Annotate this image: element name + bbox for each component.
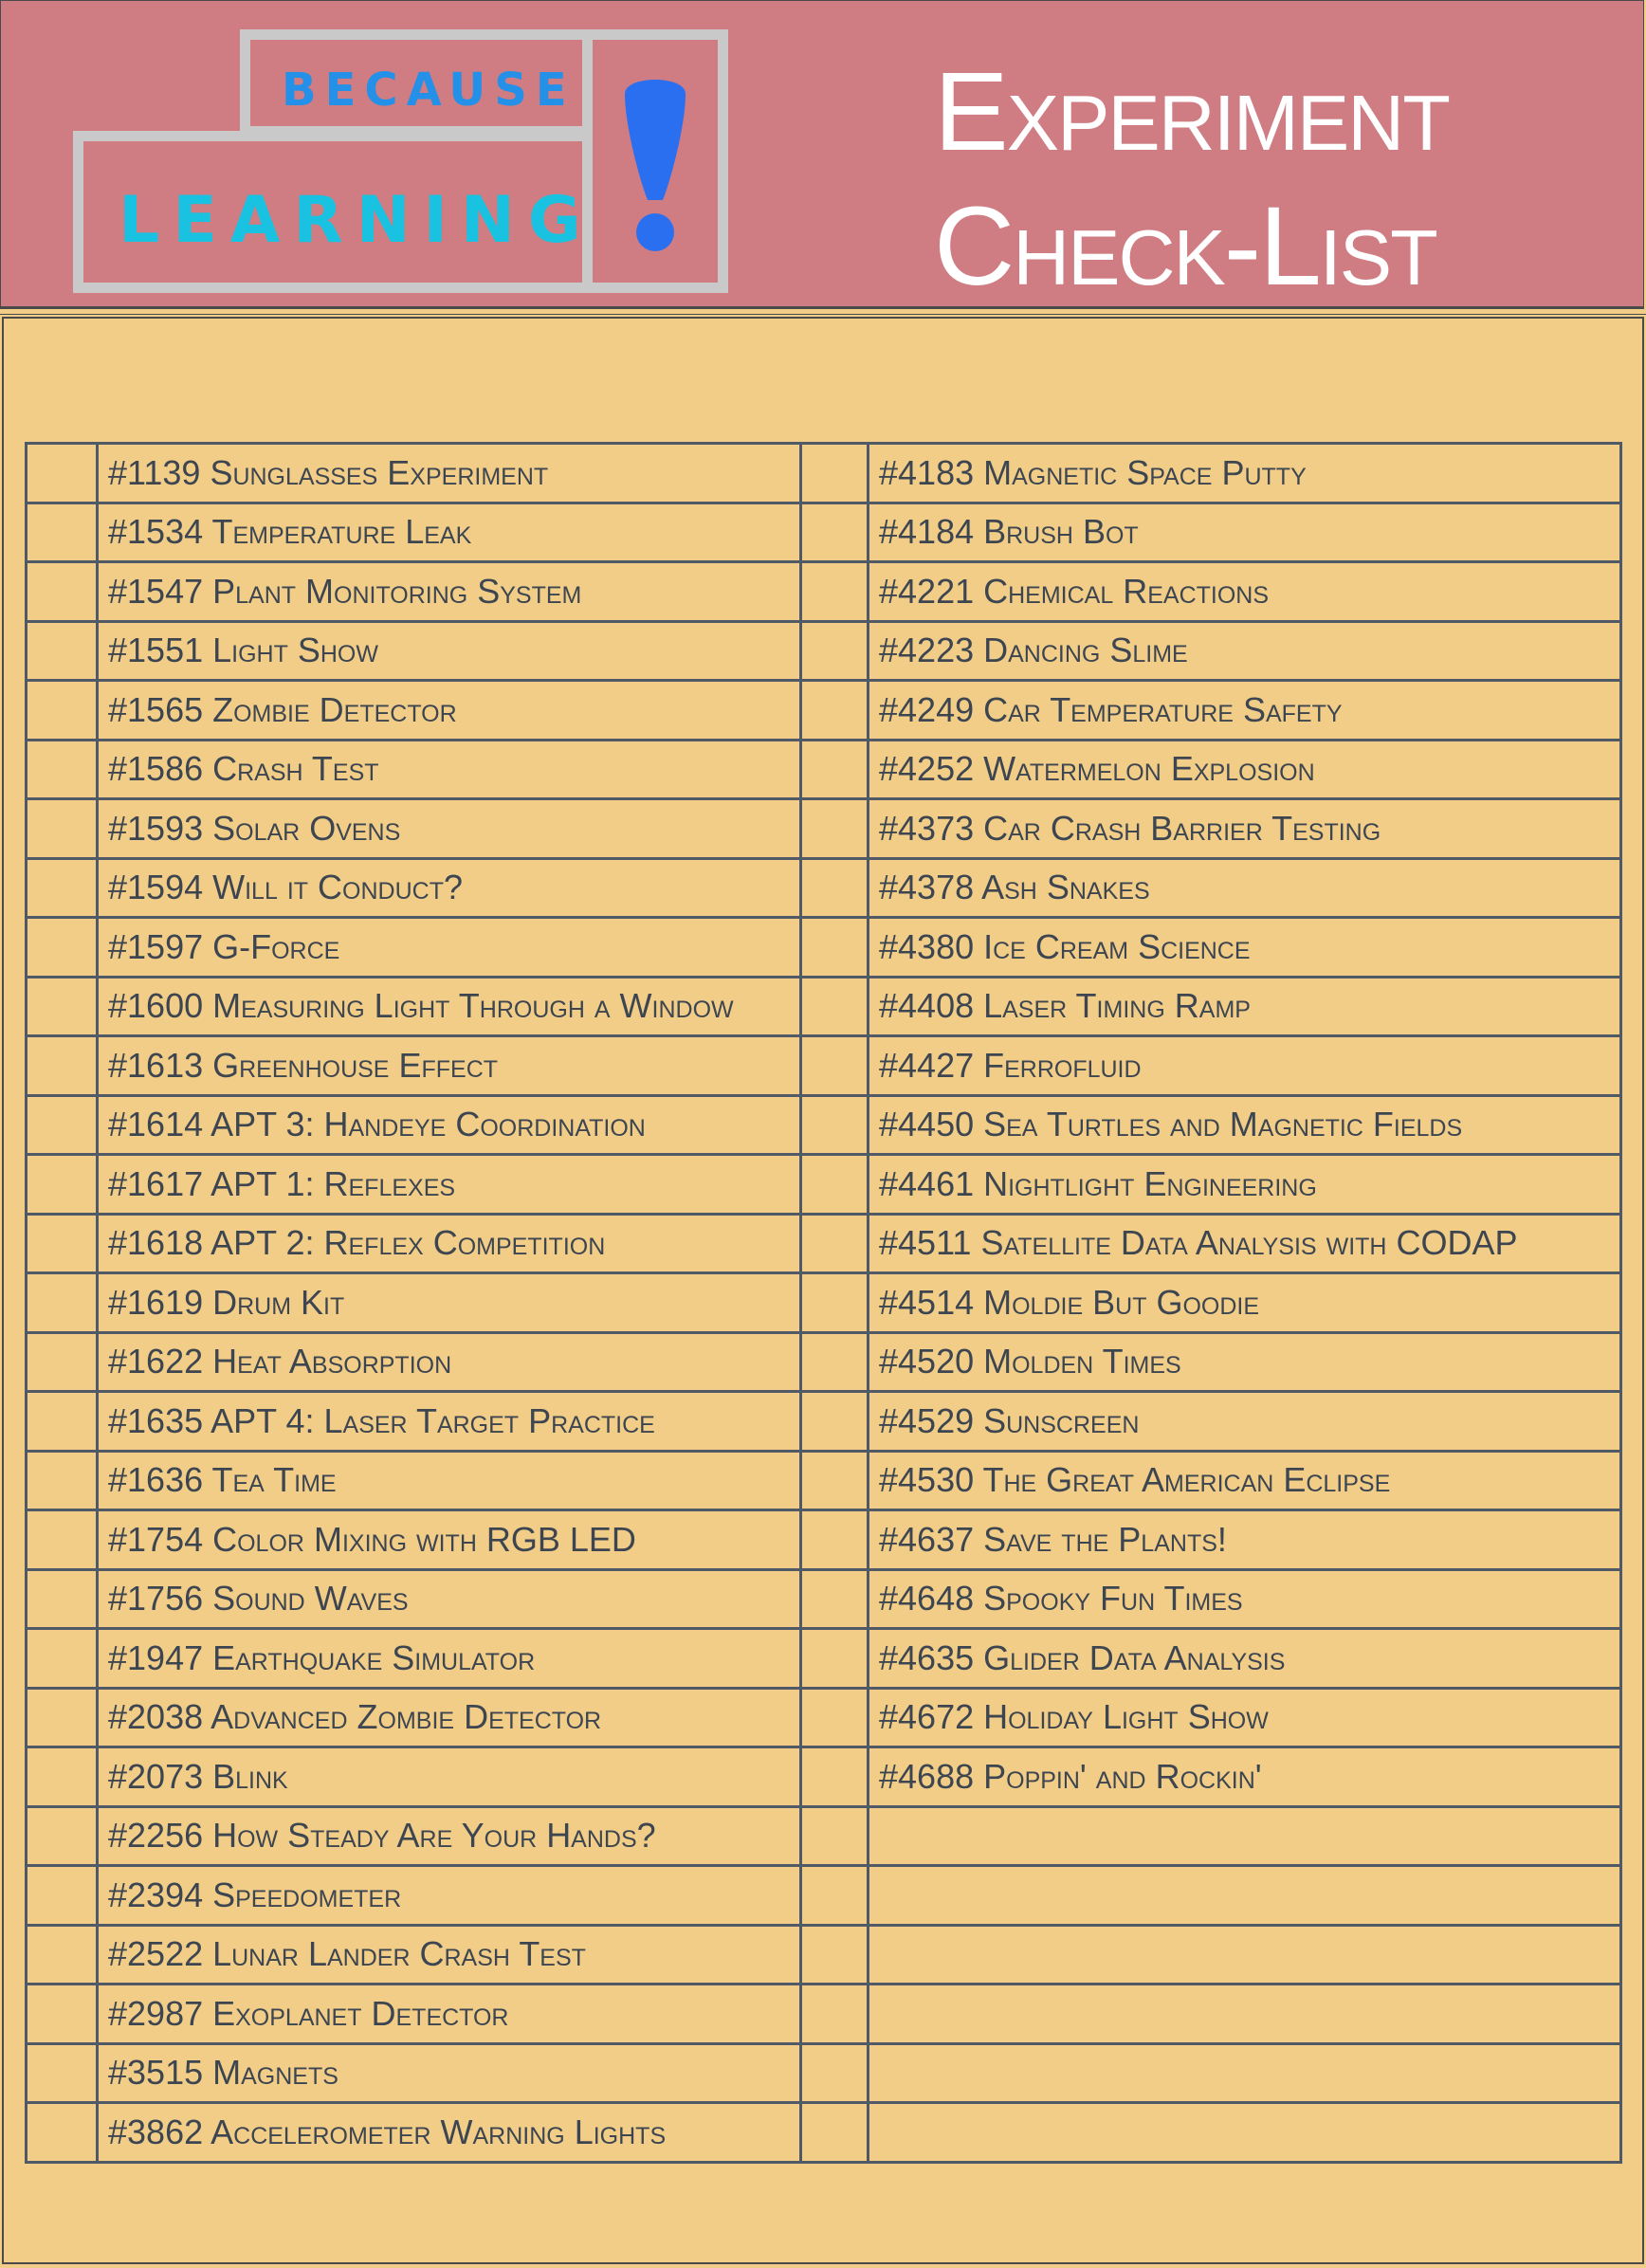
experiment-name — [869, 1866, 1621, 1926]
checkbox-cell[interactable] — [27, 918, 98, 978]
checkbox-cell[interactable] — [27, 1925, 98, 1984]
checkbox-cell[interactable] — [801, 1273, 869, 1333]
table-row — [27, 1866, 1621, 1926]
checkbox-cell[interactable] — [801, 1569, 869, 1629]
table-row — [27, 2043, 1621, 2103]
experiment-name: #1600 Measuring Light Through a Window — [98, 977, 801, 1036]
checkbox-cell[interactable] — [27, 1451, 98, 1510]
experiment-name — [869, 2043, 1621, 2103]
checkbox-cell[interactable] — [27, 858, 98, 918]
header-divider — [0, 309, 1646, 315]
checkbox-cell[interactable] — [801, 799, 869, 859]
experiment-name: #4461 Nightlight Engineering — [869, 1155, 1621, 1215]
checkbox-cell[interactable] — [801, 2103, 869, 2163]
experiment-name: #1551 Light Show — [98, 621, 801, 681]
table-row — [27, 1510, 1621, 1570]
checkbox-cell[interactable] — [27, 1629, 98, 1689]
table-row — [27, 444, 1621, 503]
table-row — [27, 1747, 1621, 1807]
checklist-body — [27, 444, 1621, 2163]
experiment-name: #4529 Sunscreen — [869, 1392, 1621, 1452]
table-row — [27, 918, 1621, 978]
table-row — [27, 1273, 1621, 1333]
checkbox-cell[interactable] — [27, 1984, 98, 2044]
checkbox-cell[interactable] — [801, 1629, 869, 1689]
table-row — [27, 1806, 1621, 1866]
experiment-name — [869, 1925, 1621, 1984]
table-row — [27, 1629, 1621, 1689]
experiment-name — [869, 1984, 1621, 2044]
experiment-name: #4378 Ash Snakes — [869, 858, 1621, 918]
experiment-checklist-table — [25, 442, 1622, 2164]
experiment-name: #4672 Holiday Light Show — [869, 1688, 1621, 1747]
experiment-name: #1619 Drum Kit — [98, 1273, 801, 1333]
checkbox-cell[interactable] — [27, 1747, 98, 1807]
checkbox-cell[interactable] — [27, 621, 98, 681]
checkbox-cell[interactable] — [27, 1392, 98, 1452]
table-row — [27, 1392, 1621, 1452]
table-row — [27, 1688, 1621, 1747]
checkbox-cell[interactable] — [27, 1214, 98, 1273]
experiment-name: #4380 Ice Cream Science — [869, 918, 1621, 978]
checkbox-cell[interactable] — [27, 2103, 98, 2163]
experiment-name: #3515 Magnets — [98, 2043, 801, 2103]
table-row — [27, 740, 1621, 799]
table-row — [27, 1984, 1621, 2044]
experiment-name: #1947 Earthquake Simulator — [98, 1629, 801, 1689]
table-row — [27, 1451, 1621, 1510]
checkbox-cell[interactable] — [27, 1569, 98, 1629]
experiment-name: #2394 Speedometer — [98, 1866, 801, 1926]
experiment-name: #4520 Molden Times — [869, 1332, 1621, 1392]
experiment-name: #1547 Plant Monitoring System — [98, 562, 801, 622]
experiment-name: #1756 Sound Waves — [98, 1569, 801, 1629]
experiment-name: #4514 Moldie But Goodie — [869, 1273, 1621, 1333]
checkbox-cell[interactable] — [801, 918, 869, 978]
experiment-name: #4408 Laser Timing Ramp — [869, 977, 1621, 1036]
experiment-name: #1139 Sunglasses Experiment — [98, 444, 801, 503]
checkbox-cell[interactable] — [27, 1510, 98, 1570]
table-row — [27, 1569, 1621, 1629]
experiment-name: #4221 Chemical Reactions — [869, 562, 1621, 622]
experiment-name: #4249 Car Temperature Safety — [869, 681, 1621, 741]
table-row — [27, 1036, 1621, 1096]
checkbox-cell[interactable] — [27, 1332, 98, 1392]
experiment-name: #1613 Greenhouse Effect — [98, 1036, 801, 1096]
header-banner — [0, 0, 1644, 309]
checkbox-cell[interactable] — [801, 1392, 869, 1452]
table-row — [27, 503, 1621, 562]
checkbox-cell[interactable] — [801, 1866, 869, 1926]
checkbox-cell[interactable] — [801, 1984, 869, 2044]
checkbox-cell[interactable] — [801, 1806, 869, 1866]
experiment-name: #4373 Car Crash Barrier Testing — [869, 799, 1621, 859]
table-row — [27, 1155, 1621, 1215]
checkbox-cell[interactable] — [27, 681, 98, 741]
checkbox-cell[interactable] — [801, 681, 869, 741]
experiment-name: #1565 Zombie Detector — [98, 681, 801, 741]
checkbox-cell[interactable] — [801, 1155, 869, 1215]
checkbox-cell[interactable] — [801, 1747, 869, 1807]
checkbox-cell[interactable] — [27, 503, 98, 562]
experiment-name: #1754 Color Mixing with RGB LED — [98, 1510, 801, 1570]
table-row — [27, 1925, 1621, 1984]
table-row — [27, 562, 1621, 622]
experiment-name: #1622 Heat Absorption — [98, 1332, 801, 1392]
experiment-name: #4648 Spooky Fun Times — [869, 1569, 1621, 1629]
checkbox-cell[interactable] — [801, 1925, 869, 1984]
checkbox-cell[interactable] — [27, 740, 98, 799]
checkbox-cell[interactable] — [27, 2043, 98, 2103]
table-row — [27, 1332, 1621, 1392]
table-row — [27, 977, 1621, 1036]
checkbox-cell[interactable] — [27, 1036, 98, 1096]
experiment-name: #2522 Lunar Lander Crash Test — [98, 1925, 801, 1984]
checkbox-cell[interactable] — [27, 1273, 98, 1333]
experiment-name: #4184 Brush Bot — [869, 503, 1621, 562]
title-line-experiment: Experiment — [934, 49, 1449, 174]
experiment-name: #4252 Watermelon Explosion — [869, 740, 1621, 799]
experiment-name: #2073 Blink — [98, 1747, 801, 1807]
experiment-name: #2038 Advanced Zombie Detector — [98, 1688, 801, 1747]
checkbox-cell[interactable] — [801, 444, 869, 503]
checkbox-cell[interactable] — [801, 858, 869, 918]
logo-word-because: BECAUSE — [282, 64, 576, 117]
checkbox-cell[interactable] — [27, 977, 98, 1036]
checkbox-cell[interactable] — [801, 621, 869, 681]
experiment-name — [869, 1806, 1621, 1866]
checkbox-cell[interactable] — [801, 1095, 869, 1155]
page-title — [934, 45, 1598, 314]
experiment-name: #4427 Ferrofluid — [869, 1036, 1621, 1096]
checkbox-cell[interactable] — [801, 2043, 869, 2103]
experiment-name: #1594 Will it Conduct? — [98, 858, 801, 918]
experiment-name — [869, 2103, 1621, 2163]
because-learning-logo — [1, 1, 741, 310]
checkbox-cell[interactable] — [27, 562, 98, 622]
exclamation-icon — [617, 69, 693, 259]
experiment-name: #4688 Poppin' and Rockin' — [869, 1747, 1621, 1807]
experiment-name: #1534 Temperature Leak — [98, 503, 801, 562]
checkbox-cell[interactable] — [801, 977, 869, 1036]
logo-word-learning: LEARNING — [119, 183, 594, 258]
table-row — [27, 858, 1621, 918]
table-row — [27, 1214, 1621, 1273]
checkbox-cell[interactable] — [27, 1806, 98, 1866]
experiment-name: #4511 Satellite Data Analysis with CODAP — [869, 1214, 1621, 1273]
checkbox-cell[interactable] — [801, 1451, 869, 1510]
experiment-name: #1618 APT 2: Reflex Competition — [98, 1214, 801, 1273]
table-row — [27, 2103, 1621, 2163]
experiment-name: #4637 Save the Plants! — [869, 1510, 1621, 1570]
checkbox-cell[interactable] — [27, 1095, 98, 1155]
checkbox-cell[interactable] — [801, 740, 869, 799]
experiment-name: #1593 Solar Ovens — [98, 799, 801, 859]
checkbox-cell[interactable] — [27, 1688, 98, 1747]
title-line-checklist: Check-List — [934, 184, 1436, 309]
checkbox-cell[interactable] — [801, 1510, 869, 1570]
experiment-name: #3862 Accelerometer Warning Lights — [98, 2103, 801, 2163]
experiment-name: #4635 Glider Data Analysis — [869, 1629, 1621, 1689]
checkbox-cell[interactable] — [801, 1688, 869, 1747]
checkbox-cell[interactable] — [27, 1155, 98, 1215]
experiment-name: #1614 APT 3: Handeye Coordination — [98, 1095, 801, 1155]
experiment-name: #2987 Exoplanet Detector — [98, 1984, 801, 2044]
experiment-name: #1617 APT 1: Reflexes — [98, 1155, 801, 1215]
table-row — [27, 681, 1621, 741]
experiment-name: #1635 APT 4: Laser Target Practice — [98, 1392, 801, 1452]
checkbox-cell[interactable] — [27, 1866, 98, 1926]
checkbox-cell[interactable] — [801, 1036, 869, 1096]
experiment-name: #4183 Magnetic Space Putty — [869, 444, 1621, 503]
checkbox-cell[interactable] — [27, 444, 98, 503]
table-row — [27, 799, 1621, 859]
experiment-name: #4450 Sea Turtles and Magnetic Fields — [869, 1095, 1621, 1155]
experiment-name: #1636 Tea Time — [98, 1451, 801, 1510]
checkbox-cell[interactable] — [801, 1332, 869, 1392]
experiment-name: #2256 How Steady Are Your Hands? — [98, 1806, 801, 1866]
checkbox-cell[interactable] — [801, 1214, 869, 1273]
experiment-name: #1586 Crash Test — [98, 740, 801, 799]
checkbox-cell[interactable] — [801, 562, 869, 622]
table-row — [27, 1095, 1621, 1155]
experiment-name: #4530 The Great American Eclipse — [869, 1451, 1621, 1510]
table-row — [27, 621, 1621, 681]
checkbox-cell[interactable] — [27, 799, 98, 859]
checkbox-cell[interactable] — [801, 503, 869, 562]
experiment-name: #4223 Dancing Slime — [869, 621, 1621, 681]
experiment-name: #1597 G-Force — [98, 918, 801, 978]
